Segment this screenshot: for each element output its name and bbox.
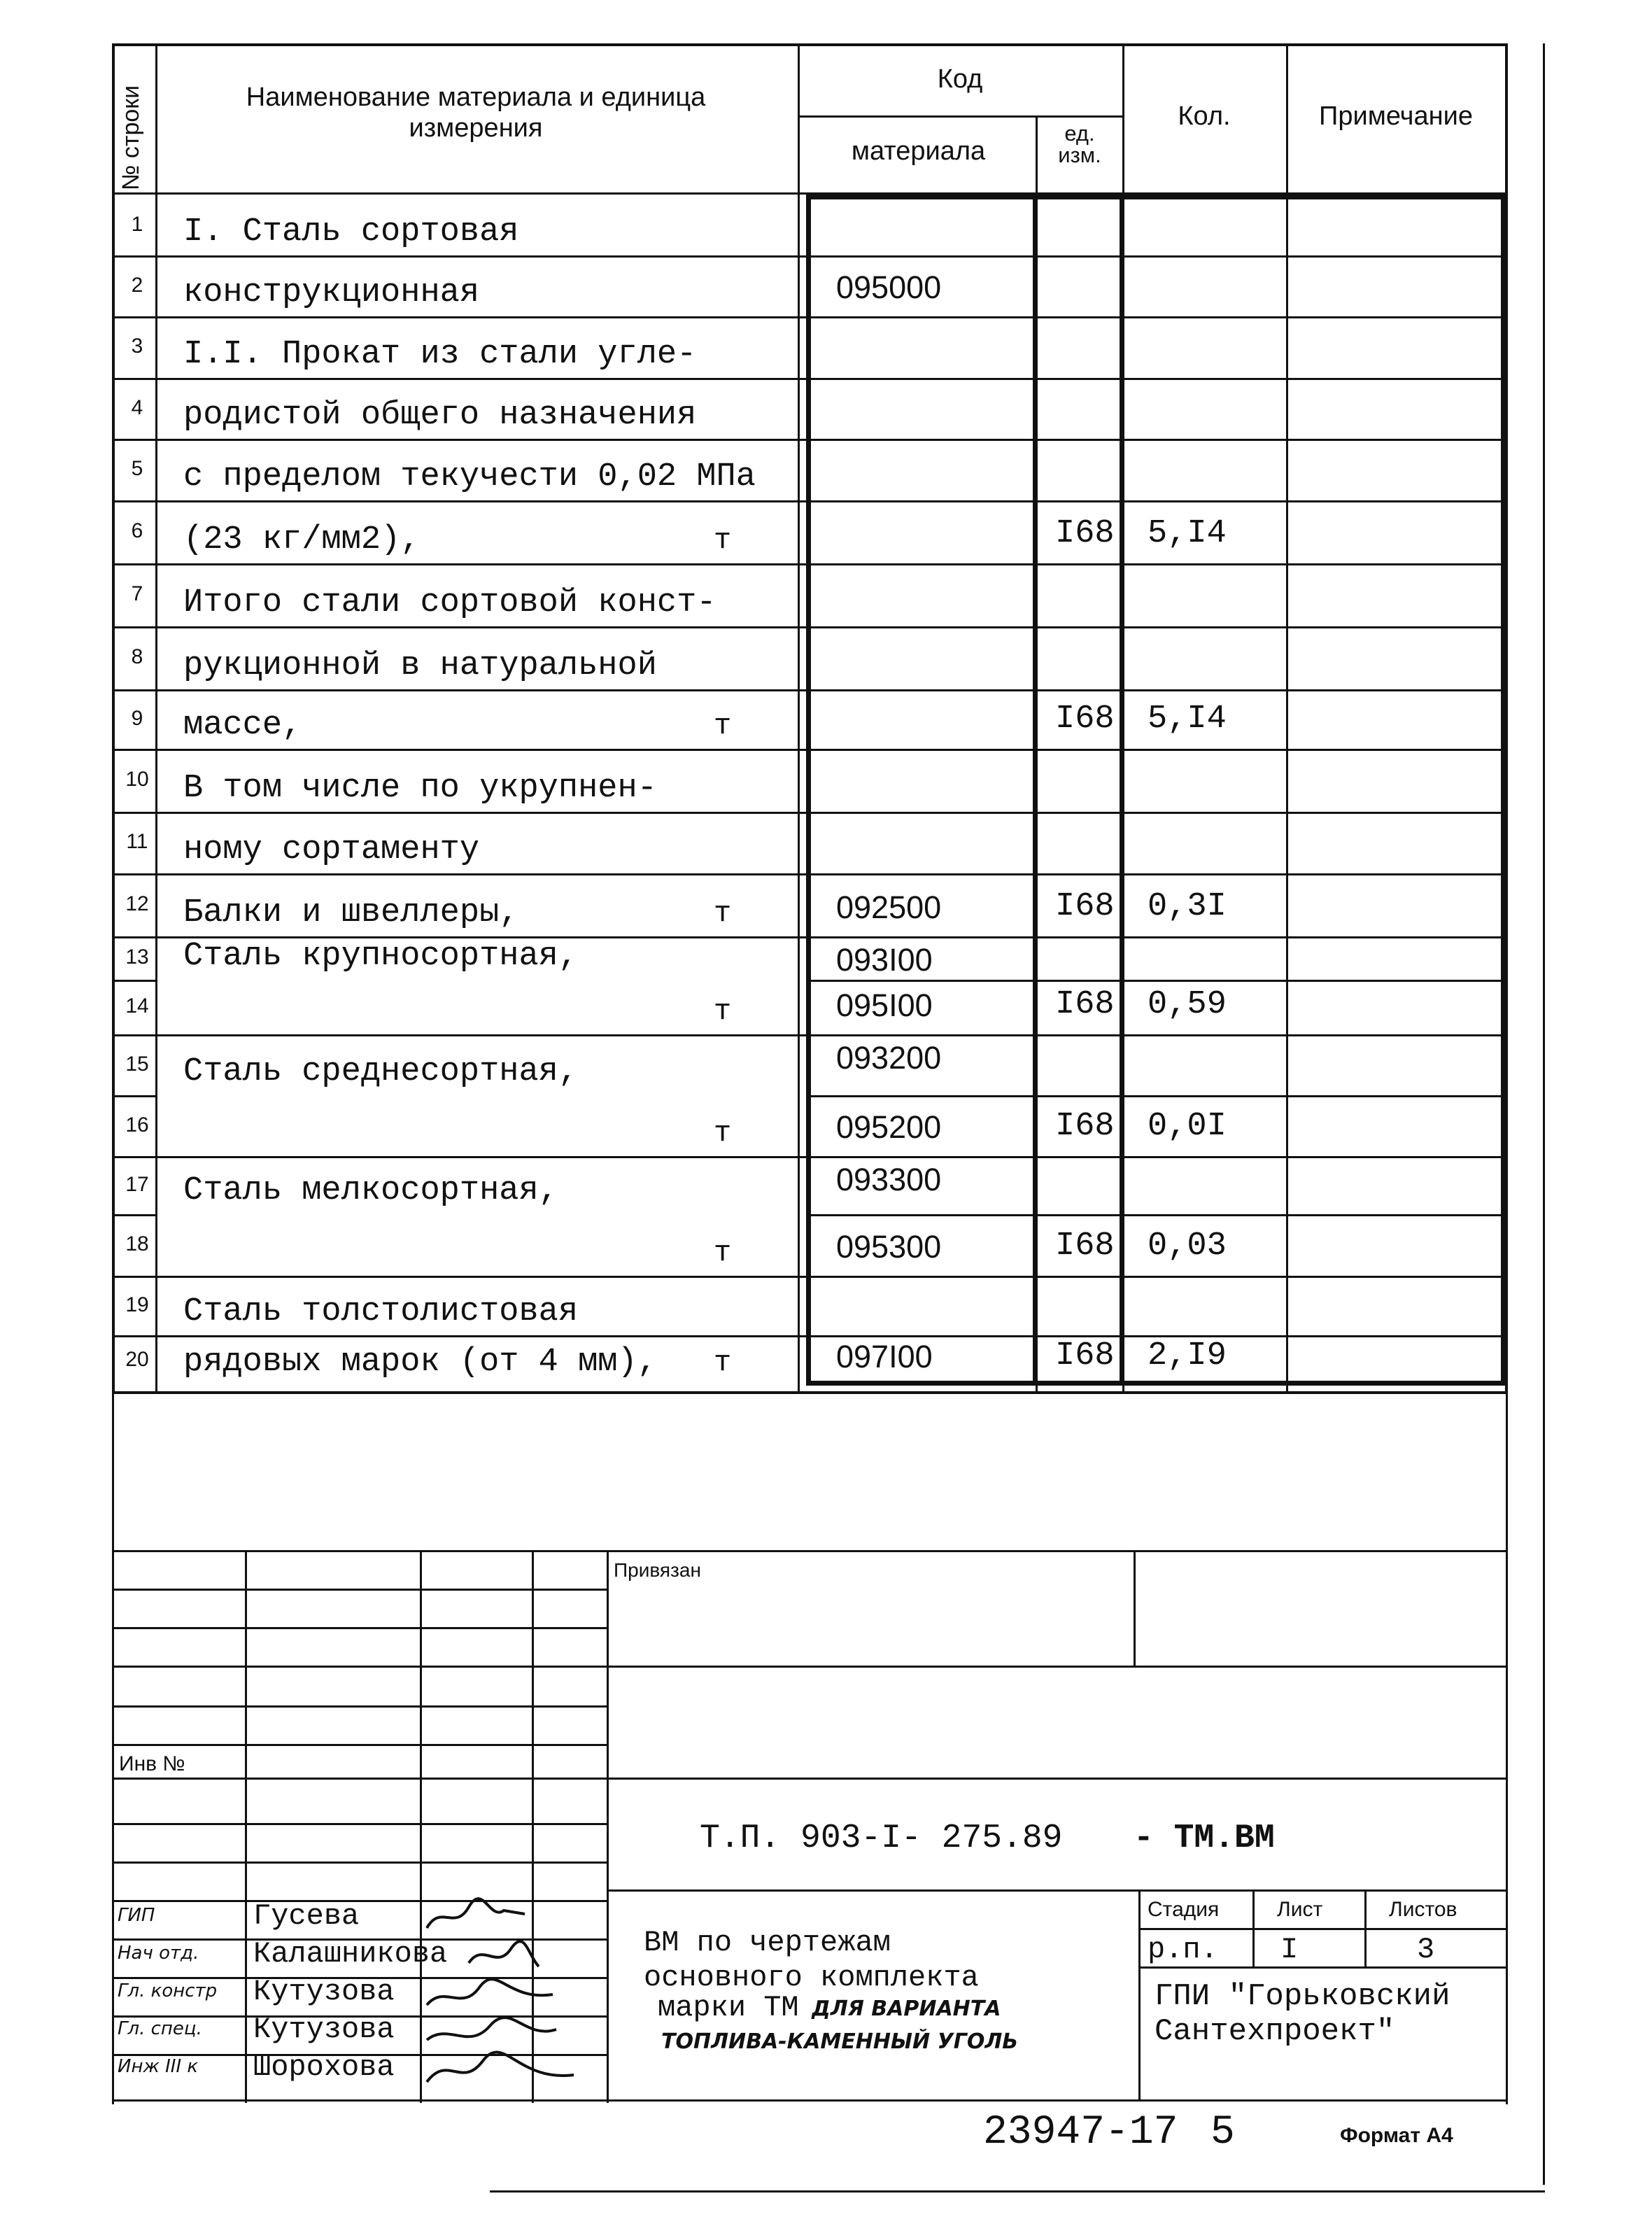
doc-mark: - ТМ.ВМ: [1134, 1820, 1275, 1857]
row-number: 3: [131, 335, 143, 358]
row-divider: [112, 1335, 1508, 1337]
row-material-code: 095000: [836, 269, 942, 305]
row-name: массе,: [183, 707, 302, 744]
staff-role: Гл. констр: [118, 1980, 218, 2001]
header-code-unit-text: ед. изм.: [1058, 121, 1101, 167]
sheet-value: I: [1280, 1933, 1299, 1966]
doc-code: Т.П. 903-I- 275.89: [700, 1820, 1063, 1857]
header-note: Примечание: [1319, 101, 1473, 131]
row-name: I.I. Прокат из стали угле-: [183, 336, 697, 373]
row-divider: [112, 563, 1508, 565]
title-line-2: основного комплекта: [644, 1961, 979, 1994]
row-number: 18: [125, 1232, 149, 1255]
row-quantity: 2,I9: [1148, 1337, 1227, 1374]
title-handwritten-2: ТОПЛИВА-КАМЕННЫЙ УГОЛЬ: [661, 2029, 1019, 2054]
row-divider: [112, 749, 1508, 751]
stamp-row: [1138, 1966, 1508, 1969]
row-unit: т: [714, 1236, 732, 1269]
row-number: 11: [126, 830, 148, 853]
row-divider: [112, 1095, 155, 1097]
stamp-col: [607, 1550, 609, 2103]
row-divider: [112, 378, 1508, 380]
staff-name: Кутузова: [253, 1975, 395, 2008]
page-outer-right-border: [1543, 43, 1545, 2185]
col-divider: [798, 43, 800, 1394]
row-name: с пределом текучести 0,02 МПа: [183, 458, 756, 495]
row-quantity: 0,03: [1148, 1227, 1227, 1265]
row-number: 12: [125, 892, 149, 915]
row-material-code: 093200: [836, 1040, 942, 1076]
row-quantity: 0,3I: [1148, 888, 1227, 925]
row-number: 19: [125, 1293, 149, 1316]
col-divider: [155, 43, 157, 1394]
row-number: 6: [131, 519, 143, 542]
row-name: рядовых марок (от 4 мм),: [183, 1344, 657, 1381]
row-quantity: 5,I4: [1148, 701, 1227, 738]
row-unit: т: [714, 709, 732, 743]
row-quantity: 0,59: [1148, 986, 1227, 1023]
signature-4: [427, 2018, 556, 2040]
row-quantity: 0,0I: [1148, 1108, 1227, 1145]
stamp-row: [1138, 1928, 1508, 1930]
stage-label: Стадия: [1148, 1898, 1220, 1921]
staff-role: Инж III к: [118, 2056, 199, 2077]
stamp-row: [112, 1861, 607, 1864]
staff-name: Шорохова: [253, 2050, 395, 2084]
stamp-bottom-line: [112, 2099, 1508, 2102]
row-name: Сталь толстолистовая: [183, 1293, 579, 1330]
row-divider: [112, 255, 1508, 258]
row-divider: [112, 1276, 1508, 1278]
title-handwritten-1: ДЛЯ ВАРИАНТА: [812, 1997, 1001, 2021]
row-unit: т: [714, 1116, 732, 1150]
title-line-3: [658, 1991, 1001, 2025]
row-name: (23 кг/мм2),: [183, 521, 421, 558]
stamp-row: [112, 1744, 607, 1746]
title-line-1: ВМ по чертежам: [644, 1926, 891, 1959]
stamp-col: [1134, 1550, 1136, 1666]
row-unit-code: I68: [1055, 1337, 1115, 1374]
staff-name: Калашникова: [253, 1937, 448, 1971]
row-number: 2: [131, 273, 143, 297]
row-material-code: 095300: [836, 1229, 942, 1265]
stamp-row: [112, 1666, 1508, 1668]
col-divider: [1506, 43, 1508, 1394]
staff-role: ГИП: [118, 1905, 155, 1926]
staff-role: Гл. спец.: [118, 2018, 202, 2039]
stamp-row: [112, 1705, 607, 1708]
signature-2: [469, 1941, 539, 1966]
row-unit: т: [714, 1346, 732, 1379]
row-unit-code: I68: [1055, 1108, 1115, 1145]
signature-1: [427, 1899, 525, 1928]
sheet-label: Лист: [1277, 1898, 1323, 1921]
row-number: 9: [131, 706, 143, 730]
footer-format: Формат А4: [1340, 2124, 1453, 2147]
stamp-row: [112, 1778, 1508, 1780]
row-number: 5: [131, 457, 143, 480]
row-number: 20: [125, 1348, 149, 1371]
row-divider: [112, 1214, 155, 1216]
row-unit-code: I68: [1055, 986, 1115, 1023]
row-name: ному сортаменту: [183, 831, 480, 868]
row-number: 7: [131, 582, 143, 605]
row-material-code: 093300: [836, 1162, 942, 1197]
row-unit-code: I68: [1055, 701, 1115, 738]
title-line-3-text: марки ТМ: [658, 1991, 799, 2025]
row-number: 13: [125, 945, 149, 969]
staff-role: Нач отд.: [118, 1943, 199, 1964]
row-number: 16: [125, 1113, 149, 1136]
row-name: рукционной в натуральной: [183, 647, 657, 684]
header-row-number: № строки: [118, 85, 144, 190]
privyazan-label: Привязан: [614, 1559, 701, 1581]
row-material-code: 097I00: [836, 1339, 933, 1374]
inv-no-label: Инв №: [119, 1752, 185, 1775]
row-unit-code: I68: [1055, 888, 1115, 925]
stamp-top-line: [112, 1550, 1508, 1552]
row-divider: [112, 316, 1508, 318]
row-number: 1: [131, 212, 143, 236]
row-number: 10: [125, 768, 149, 791]
data-thick-frame: [806, 195, 1506, 1386]
row-divider: [112, 626, 1508, 628]
stamp-row: [607, 1889, 1508, 1892]
row-divider: [112, 873, 1508, 875]
header-code: Код: [937, 64, 983, 94]
signature-3: [427, 1979, 553, 2005]
row-number: 17: [125, 1172, 149, 1196]
thick-col-divider: [1033, 195, 1038, 1386]
row-quantity: 5,I4: [1148, 515, 1227, 552]
row-divider: [112, 500, 1508, 502]
stamp-row: [112, 1627, 607, 1629]
row-divider: [806, 980, 1506, 982]
row-name: конструкционная: [183, 274, 480, 311]
row-divider: [806, 1214, 1506, 1216]
row-material-code: 095200: [836, 1109, 942, 1145]
row-unit: т: [714, 896, 732, 930]
row-divider: [112, 1156, 1508, 1158]
staff-name: Гусева: [253, 1899, 360, 1933]
row-name: Сталь крупносортная,: [183, 938, 579, 975]
org-line-2: Сантехпроект": [1155, 2014, 1395, 2049]
stamp-col: [245, 1550, 247, 2103]
page-outer-bottom: [490, 2190, 1545, 2193]
thick-col-divider: [1120, 195, 1124, 1386]
staff-name: Кутузова: [253, 2013, 395, 2046]
page-right-border: [1506, 1394, 1508, 2104]
row-divider: [112, 1034, 1508, 1036]
signature-5: [427, 2053, 574, 2082]
row-name: I. Сталь сортовая: [183, 213, 519, 251]
row-material-code: 095I00: [836, 987, 933, 1023]
row-number: 15: [125, 1052, 149, 1076]
row-name: Сталь среднесортная,: [183, 1053, 579, 1090]
row-unit: т: [714, 523, 732, 557]
header-name: Наименование материала и единица измерения: [246, 83, 706, 143]
header-qty: Кол.: [1178, 101, 1231, 131]
header-code-material: материала: [851, 136, 986, 166]
header-subdivider: [798, 115, 1122, 118]
row-divider: [112, 689, 1508, 691]
row-number: 4: [131, 395, 143, 419]
row-number: 8: [131, 645, 143, 668]
org-line-1: ГПИ "Горьковский: [1155, 1979, 1450, 2014]
row-name: Сталь мелкосортная,: [183, 1172, 558, 1209]
sheets-label: Листов: [1389, 1898, 1457, 1921]
stage-value: р.п.: [1148, 1933, 1218, 1966]
row-unit-code: I68: [1055, 1227, 1115, 1265]
row-number: 14: [125, 994, 149, 1018]
row-divider: [112, 980, 155, 982]
row-unit: т: [714, 994, 732, 1028]
stamp-row: [112, 1823, 607, 1825]
row-name: Балки и швеллеры,: [183, 894, 519, 931]
row-divider: [112, 812, 1508, 814]
header-code-unit: [1038, 122, 1122, 166]
row-divider: [806, 1095, 1506, 1097]
row-name: В том числе по укрупнен-: [183, 770, 657, 807]
row-unit-code: I68: [1055, 515, 1115, 552]
row-divider: [112, 439, 1508, 441]
page-left-border: [112, 1394, 114, 2104]
footer-number: 23947-17: [983, 2110, 1178, 2155]
row-name: Итого стали сортовой конст-: [183, 584, 716, 621]
row-material-code: 093I00: [836, 942, 933, 978]
footer-page: 5: [1210, 2110, 1235, 2155]
stamp-col: [1138, 1889, 1141, 2099]
row-material-code: 092500: [836, 889, 942, 925]
row-name: родистой общего назначения: [183, 397, 697, 434]
stamp-row: [112, 1589, 607, 1591]
sheets-value: 3: [1417, 1933, 1435, 1966]
signatures-graphic: [413, 1889, 588, 2099]
